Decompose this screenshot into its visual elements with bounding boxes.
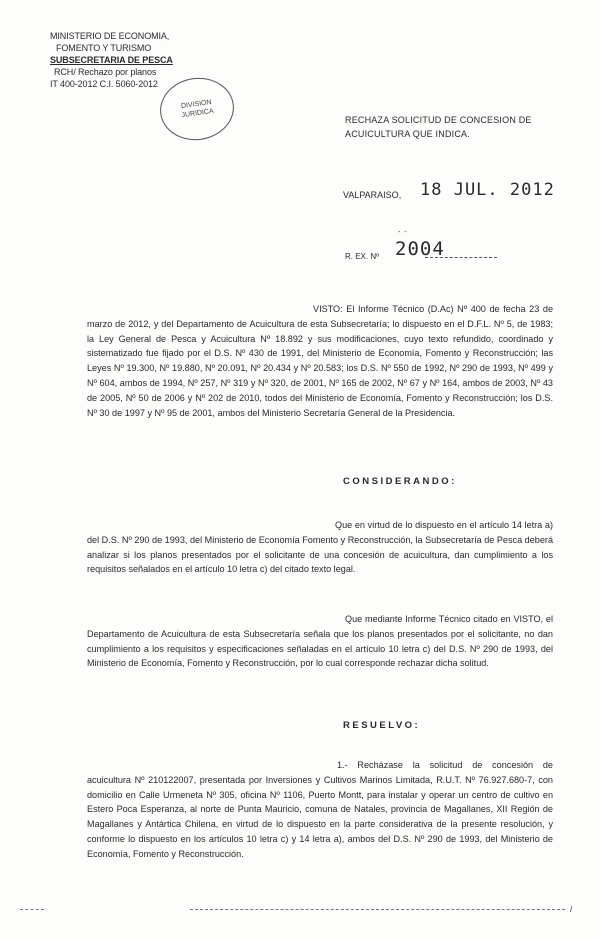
ministry-line-2: FOMENTO Y TURISMO (56, 43, 152, 53)
rex-label: R. EX. Nº (345, 252, 380, 261)
document-subject: RECHAZA SOLICITUD DE CONCESION DE ACUICULTURA QUE INDICA. (345, 115, 532, 139)
considerando-paragraph-1: Que en virtud de lo dispuesto en el artículo 14 letra a) del D.S. Nº 290 de 1993, del Ministerio de Economía Fomento y Reconstrucción, la Subsecretaría de Pesca deberá analizar si los planos presentados por el solicitante de una concesión de acuicultura, dan cumplimiento a los requisitos señalados en el artículo 10 letra c) del citado texto legal. (87, 520, 553, 575)
rex-underline (425, 257, 497, 258)
footer-rule-right (190, 909, 565, 910)
considerando-heading: CONSIDERANDO: (343, 476, 457, 487)
considerando-paragraph-2: Que mediante Informe Técnico citado en VISTO, el Departamento de Acuicultura de esta Subsecretaría señala que los planos presentados por el solicitante, no dan cumplimiento a los requisitos y especificaciones señaladas en el artículo 10 letra c) del D.S. Nº 290 de 1993, del Ministerio de Economía, Fomento y Reconstrucción, por lo cual corresponde rechazar dicha solitud. (87, 614, 553, 669)
rex-number: 2004 (395, 238, 445, 260)
footer-mark: / (570, 905, 573, 914)
resuelvo-paragraph-1: 1.- Recházase la solicitud de concesión de acuicultura Nº 210122007, presentada por Inversiones y Cultivos Marinos Limitada, R.U.T. Nº 76.927.680-7, con domicilio en Calle Urmeneta Nº 305, oficina Nº 1106, Puerto Montt, para instalar y operar un centro de cultivo en Estero Poca Esperanza, al norte de Punta Mauricio, comuna de Natales, provincia de Magallanes, XII Región de Magallanes y Antártica Chilena, en virtud de lo dispuesto en la parte considerativa de la presente resolución, y conforme lo dispuesto en los artículos 10 letra c) y 14 letra a), ambos del D.S. Nº 290 de 1993, del Ministerio de Economía, Fomento y Reconstrucción. (87, 760, 553, 859)
footer-rule-left (20, 909, 44, 910)
subsecretaria-line: SUBSECRETARIA DE PESCA (50, 55, 173, 65)
visto-paragraph: VISTO: El Informe Técnico (D.Ac) Nº 400 de fecha 23 de marzo de 2012, y del Departamento de Acuicultura de esta Subsecretaría; lo dispuesto en el D.F.L. Nº 5, de 1983; la Ley General de Pesca y Acuicultura Nº 18.892 y sus modificaciones, cuyo texto refundido, coordinado y sistematizado fue fijado por el D.S. Nº 430 de 1991, del Ministerio de Economía, Fomento y Reconstrucción; las Leyes Nº 19.300, Nº 19.880, Nº 20.091, Nº 20.434 y Nº 20.583; los D.S. Nº 550 de 1992, Nº 290 de 1993, Nº 499 y Nº 604, ambos de 1994, Nº 257, Nº 319 y Nº 320, de 2001, Nº 165 de 2002, Nº 67 y Nº 164, ambos de 2003, Nº 43 de 2005, Nº 50 de 2006 y Nº 202 de 2010, todos del Ministerio de Economía, Fomento y Reconstrucción; los D.S. Nº 30 de 1997 y Nº 95 de 2001, ambos del Ministerio Secretaría General de la Presidencia. (87, 304, 553, 418)
resuelvo-heading: RESUELVO: (343, 720, 421, 731)
ministry-line-1: MINISTERIO DE ECONOMIA, (50, 31, 170, 41)
stamp-line-2: JURIDICA (181, 107, 215, 120)
reference-line-1: RCH/ Rechazo por planos (54, 67, 157, 77)
date-stamp: 18 JUL. 2012 (420, 180, 555, 200)
letterhead (50, 30, 173, 90)
rex-dash: - - (398, 229, 408, 236)
city-label: VALPARAISO, (343, 190, 402, 200)
stamp-line-1: DIVISION (180, 98, 213, 111)
reference-line-2: IT 400-2012 C.I. 5060-2012 (50, 79, 158, 89)
